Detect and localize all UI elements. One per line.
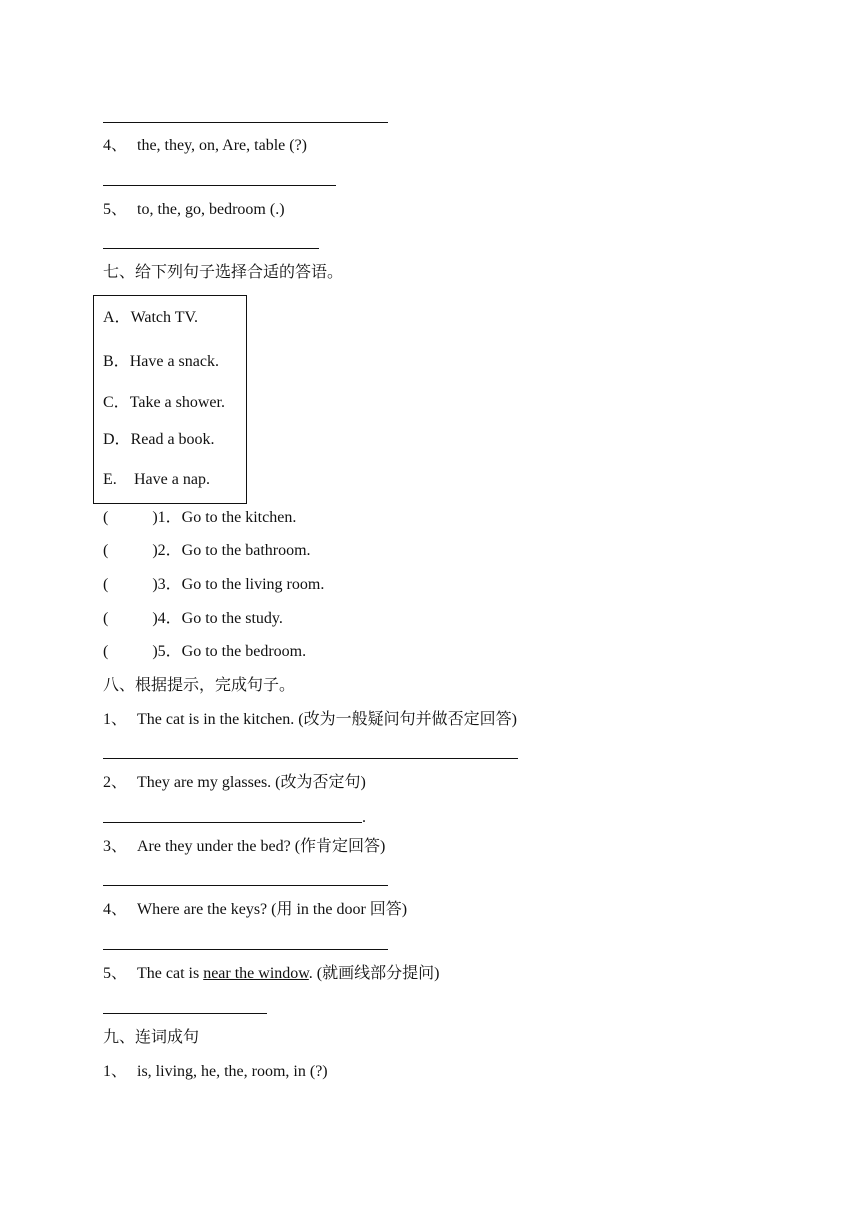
answer-line [103,248,319,249]
section-title: 九、连词成句 [103,1029,200,1046]
item-text-before: The cat is [137,965,204,982]
match-question: ( )2．Go to the bathroom. [103,542,311,559]
answer-line [103,185,336,186]
option-item [103,308,198,328]
match-question: ( )4．Go to the study. [103,610,283,627]
option-item [103,470,210,490]
item-number: 1、 [103,1063,128,1080]
item-number: 3、 [103,838,128,855]
item-text: The cat is in the kitchen. (改为一般疑问句并做否定回答) [137,711,517,728]
match-question: ( )3．Go to the living room. [103,576,325,593]
item-number: 2、 [103,774,128,791]
item-text: is, living, he, the, room, in (?) [137,1063,328,1080]
question-text: Go to the living room. [181,576,325,593]
option-text: Have a snack. [129,353,219,370]
item-number: 1、 [103,711,128,728]
question-text: Go to the kitchen. [181,509,297,526]
question-item [103,900,407,920]
option-letter: B． [103,353,130,370]
item-number: 5、 [103,201,128,218]
option-text: Take a shower. [129,394,225,411]
question-item [103,773,366,793]
option-letter: A． [103,309,131,326]
option-letter: D． [103,431,131,448]
question-item [103,136,307,156]
item-text: Where are the keys? (用 in the door 回答) [137,901,408,918]
question-text: Go to the study. [181,610,283,627]
option-item [103,430,215,450]
line-period: . [362,809,366,826]
option-item [103,352,219,372]
answer-line [103,758,518,759]
match-question: ( )1．Go to the kitchen. [103,509,297,526]
item-text: Are they under the bed? (作肯定回答) [137,838,386,855]
section-title: 七、给下列句子选择合适的答语。 [103,264,344,281]
question-item [103,1062,328,1082]
option-letter: E. [103,471,117,488]
question-item [103,710,517,730]
option-letter: C． [103,394,130,411]
question-text: Go to the bathroom. [181,542,311,559]
option-text: Watch TV. [130,309,199,326]
item-number: 5、 [103,965,128,982]
option-item [103,393,225,413]
item-number: 4、 [103,901,128,918]
item-text: They are my glasses. (改为否定句) [137,774,366,791]
option-text: Have a nap. [134,471,210,488]
question-item [103,964,439,984]
question-item [103,200,285,220]
answer-line [103,1013,267,1014]
item-text: to, the, go, bedroom (.) [137,201,285,218]
question-item [103,837,385,857]
answer-line [103,885,388,886]
item-text-after: . (就画线部分提问) [308,965,440,982]
answer-line [103,822,362,823]
item-text: the, they, on, Are, table (?) [137,137,308,154]
option-text: Read a book. [130,431,215,448]
match-question: ( )5．Go to the bedroom. [103,643,307,660]
section-title: 八、根据提示，完成句子。 [103,677,296,694]
answer-line [103,122,388,123]
question-text: Go to the bedroom. [181,643,307,660]
item-number: 4、 [103,137,128,154]
underlined-phrase: near the window [203,965,309,982]
answer-line [103,949,388,950]
